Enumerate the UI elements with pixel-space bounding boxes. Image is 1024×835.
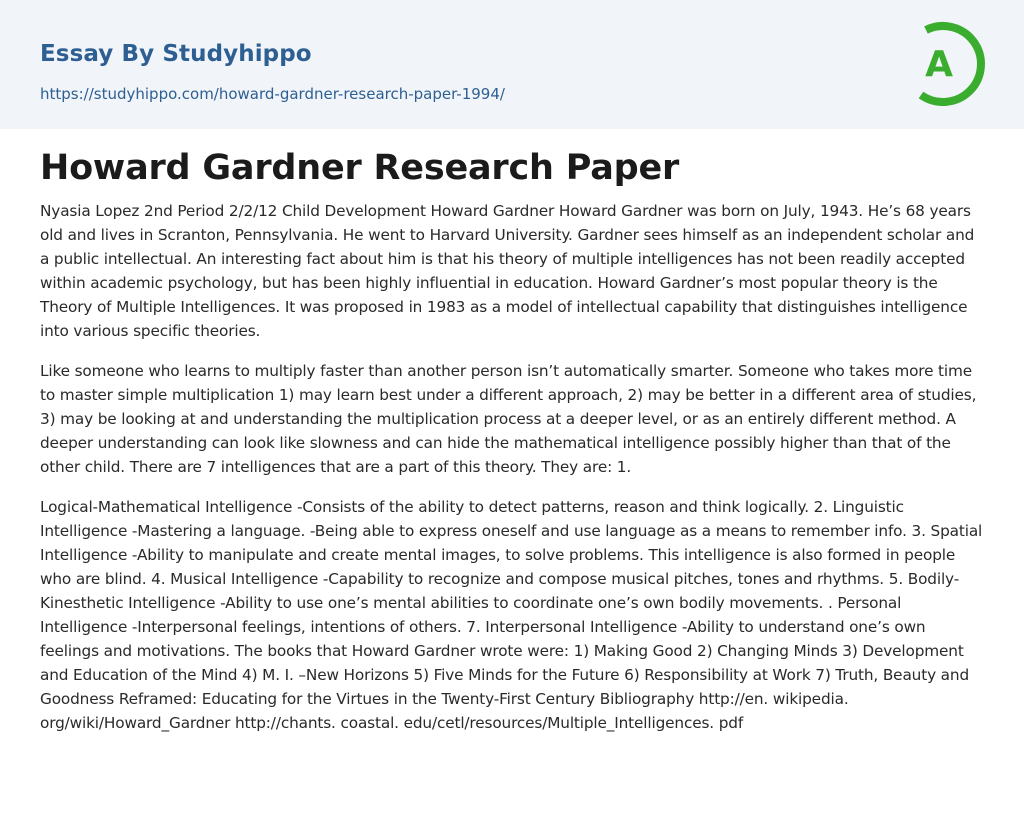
site-brand[interactable]: Essay By Studyhippo — [40, 41, 312, 67]
article-content — [40, 146, 986, 735]
logo-graphic — [904, 16, 994, 108]
article-paragraph: Like someone who learns to multiply faster than another person isn’t automatically smarter. Someone who takes more time to master simple multiplication 1) may learn best under a different approach, 2) may be better in a different area of studies, 3) may be looking at and understanding the multiplication process at a deeper level, or as an entirely different method. A deeper understanding can look like slowness and can hide the mathematical intelligence possibly higher than that of the other child. There are 7 intelligences that are a part of this theory. They are: 1. — [40, 362, 977, 476]
essay-url-link[interactable]: https://studyhippo.com/howard-gardner-research-paper-1994/ — [40, 85, 505, 103]
page-title: Howard Gardner Research Paper — [40, 148, 680, 188]
article-paragraph: Nyasia Lopez 2nd Period 2/2/12 Child Development Howard Gardner Howard Gardner was born on July, 1943. He’s 68 years old and lives in Scranton, Pennsylvania. He went to Harvard University. Gardner sees himself as an independent scholar and a public intellectual. An interesting fact about him is that his theory of multiple intelligences has not been readily accepted within academic psychology, but has been highly influential in education. Howard Gardner’s most popular theory is the Theory of Multiple Intelligences. It was proposed in 1983 as a model of intellectual capability that distinguishes intelligence into various specific theories. — [40, 202, 975, 340]
studyhippo-logo-icon[interactable] — [904, 16, 994, 108]
logo-letter: A — [925, 44, 953, 85]
article-paragraph: Logical-Mathematical Intelligence -Consists of the ability to detect patterns, reason and think logically. 2. Linguistic Intelligence -Mastering a language. -Being able to express oneself and use language as a means to remember info. 3. Spatial Intelligence -Ability to manipulate and create mental images, to solve problems. This intelligence is also formed in people who are blind. 4. Musical Intelligence -Capability to recognize and compose musical pitches, tones and rhythms. 5. Bodily-Kinesthetic Intelligence -Ability to use one’s mental abilities to coordinate one’s own bodily movements. . Personal Intelligence -Interpersonal feelings, intentions of others. 7. Interpersonal Intelligence -Ability to understand one’s own feelings and motivations. The books that Howard Gardner wrote were: 1) Making Good 2) Changing Minds 3) Development and Education of the Mind 4) M. I. –New Horizons 5) Five Minds for the Future 6) Responsibility at Work 7) Truth, Beauty and Goodness Reframed: Educating for the Virtues in the Twenty-First Century Bibliography http://en. wikipedia. org/wiki/Howard_Gardner http://chants. coastal. edu/cetl/resources/Multiple_Intelligences. pdf — [40, 498, 983, 732]
site-header — [0, 0, 1024, 129]
